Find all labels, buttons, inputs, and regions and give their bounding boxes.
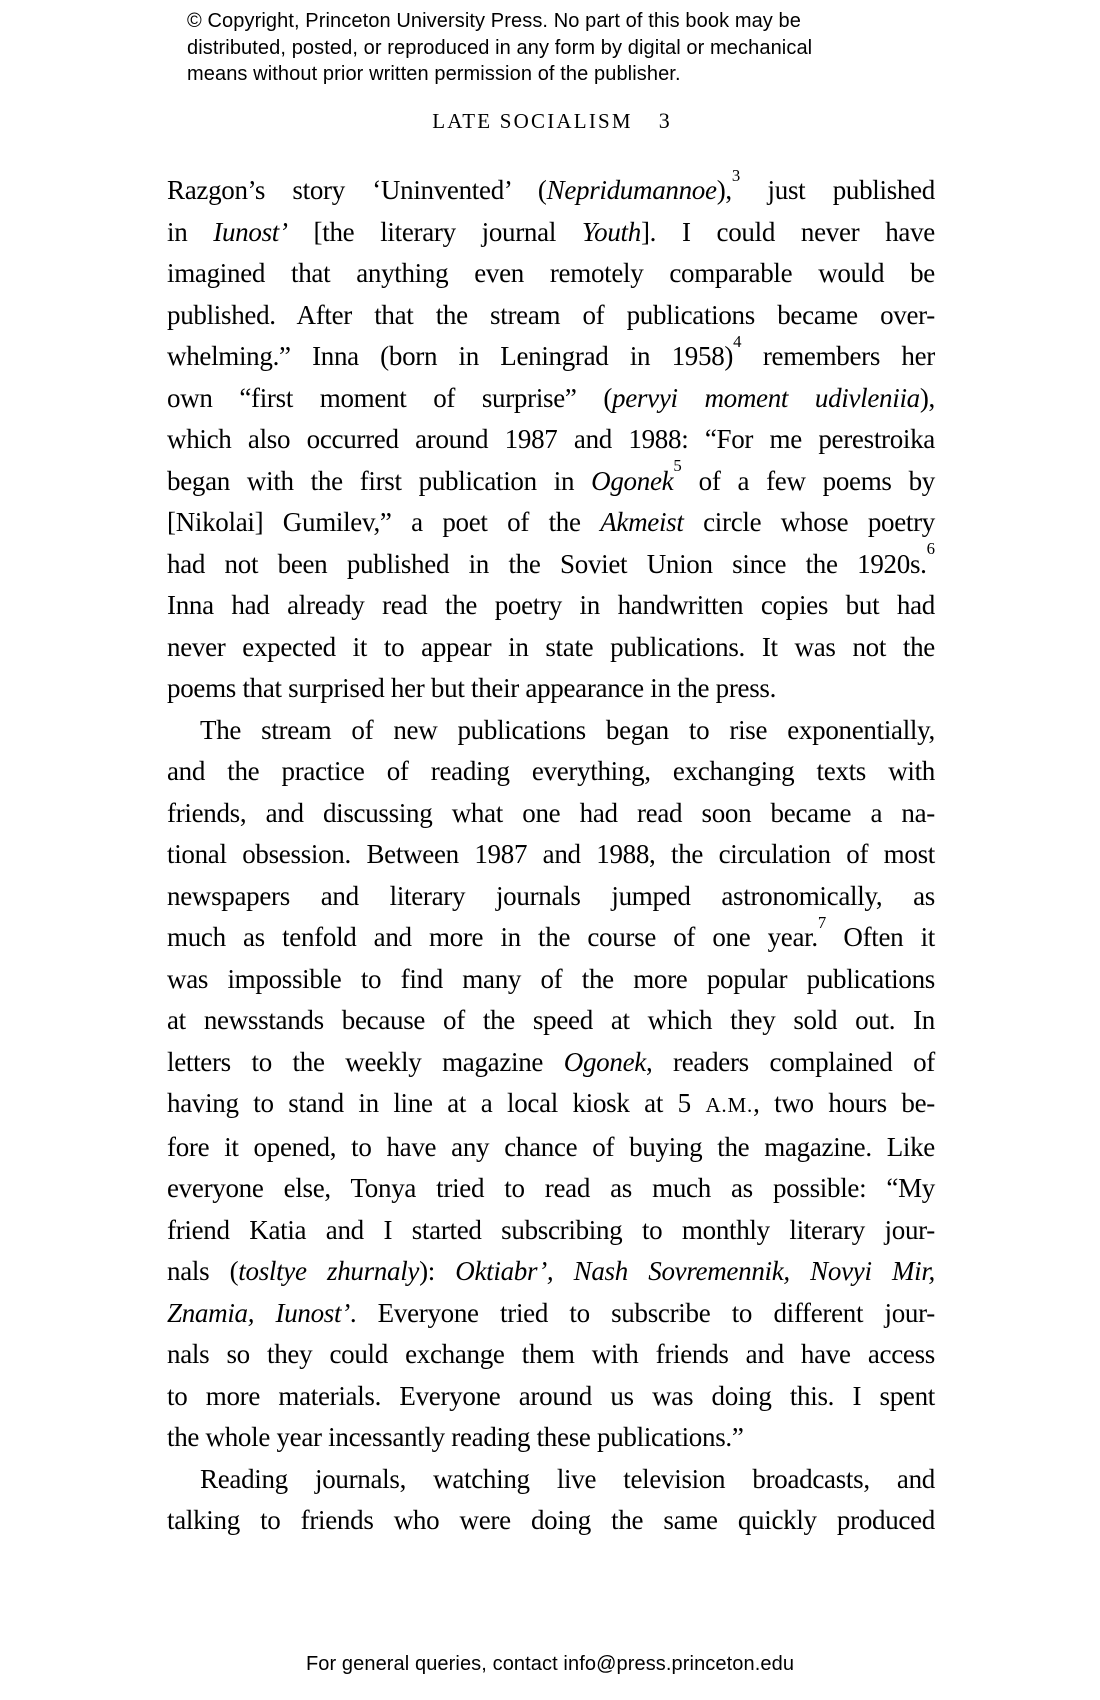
page-number: 3 <box>658 108 670 133</box>
body-line: at newsstands because of the speed at which they sold out. In <box>167 1005 935 1035</box>
body-line: imagined that anything even remotely comparable would be <box>167 258 935 288</box>
body-line: to more materials. Everyone around us was doing this. I spent <box>167 1380 935 1411</box>
paragraph <box>167 165 936 710</box>
body-line: newspapers and literary journals jumped astronomically, as <box>167 880 935 911</box>
body-line: had not been published in the Soviet Union since the 1920s.$^6$ <box>167 539 935 579</box>
body-line: Razgon’s story ‘Uninvented’ (Nepridumannoe),$^3$ just published <box>167 165 935 205</box>
body-line: much as tenfold and more in the course of one year.$^7$ Often it <box>167 912 935 952</box>
footer-contact: For general queries, contact info@press.princeton.edu <box>305 1653 795 1675</box>
body-line: nals (tosltye zhurnaly): Oktiabr’, Nash Sovremennik, Novyi Mir, <box>167 1256 936 1286</box>
body-text <box>167 165 936 1542</box>
paragraph <box>167 1459 935 1542</box>
body-line: friends, and discussing what one had read soon became a na- <box>167 797 935 828</box>
body-line: everyone else, Tonya tried to read as much as possible: “My <box>167 1173 935 1203</box>
body-line: which also occurred around 1987 and 1988: “For me perestroika <box>167 424 935 454</box>
body-line: in Iunost’ [the literary journal Youth]. I could never have <box>167 216 935 247</box>
body-line: having to stand in line at a local kiosk at 5 A.M., two hours be- <box>167 1088 935 1118</box>
body-line: Inna had already read the poetry in handwritten copies but had <box>167 590 935 620</box>
body-line: nals so they could exchange them with friends and have access <box>167 1339 935 1369</box>
body-line: the whole year incessantly reading these publications.” <box>167 1422 744 1452</box>
body-line: poems that surprised her but their appearance in the press. <box>167 673 777 703</box>
body-line: The stream of new publications began to rise exponentially, <box>200 714 935 745</box>
copyright-line: means without prior written permission of the publisher. <box>187 63 681 85</box>
body-line: began with the first publication in Ogonek$^5$ of a few poems by <box>167 456 935 496</box>
body-line: tional obsession. Between 1987 and 1988, the circulation of most <box>167 839 935 869</box>
body-line: was impossible to find many of the more popular publications <box>167 963 935 994</box>
body-line: Znamia, Iunost’. Everyone tried to subscribe to different jour- <box>167 1297 935 1328</box>
body-line: and the practice of reading everything, exchanging texts with <box>167 756 935 786</box>
body-line: letters to the weekly magazine Ogonek, readers complained of <box>167 1046 935 1077</box>
paragraph <box>167 710 935 1459</box>
copyright-line: © Copyright, Princeton University Press. No part of this book may be <box>187 10 802 32</box>
body-line: whelming.” Inna (born in Leningrad in 1958)$^4$ remembers her <box>167 331 935 371</box>
body-line: never expected it to appear in state publications. It was not the <box>167 631 935 662</box>
running-head <box>167 108 935 134</box>
body-line: own “first moment of surprise” (pervyi moment udivleniia), <box>167 382 936 413</box>
body-line: friend Katia and I started subscribing to monthly literary jour- <box>167 1214 935 1245</box>
copyright-notice <box>187 8 812 88</box>
running-head-title: LATE SOCIALISM <box>432 109 633 133</box>
copyright-line: distributed, posted, or reproduced in any form by digital or mechanical <box>187 36 813 59</box>
body-line: fore it opened, to have any chance of buying the magazine. Like <box>167 1131 935 1162</box>
body-line: [Nikolai] Gumilev,” a poet of the Akmeist circle whose poetry <box>167 507 935 537</box>
body-line: published. After that the stream of publications became over- <box>167 299 935 330</box>
body-line: Reading journals, watching live television broadcasts, and <box>200 1463 935 1494</box>
body-line: talking to friends who were doing the same quickly produced <box>167 1505 935 1535</box>
